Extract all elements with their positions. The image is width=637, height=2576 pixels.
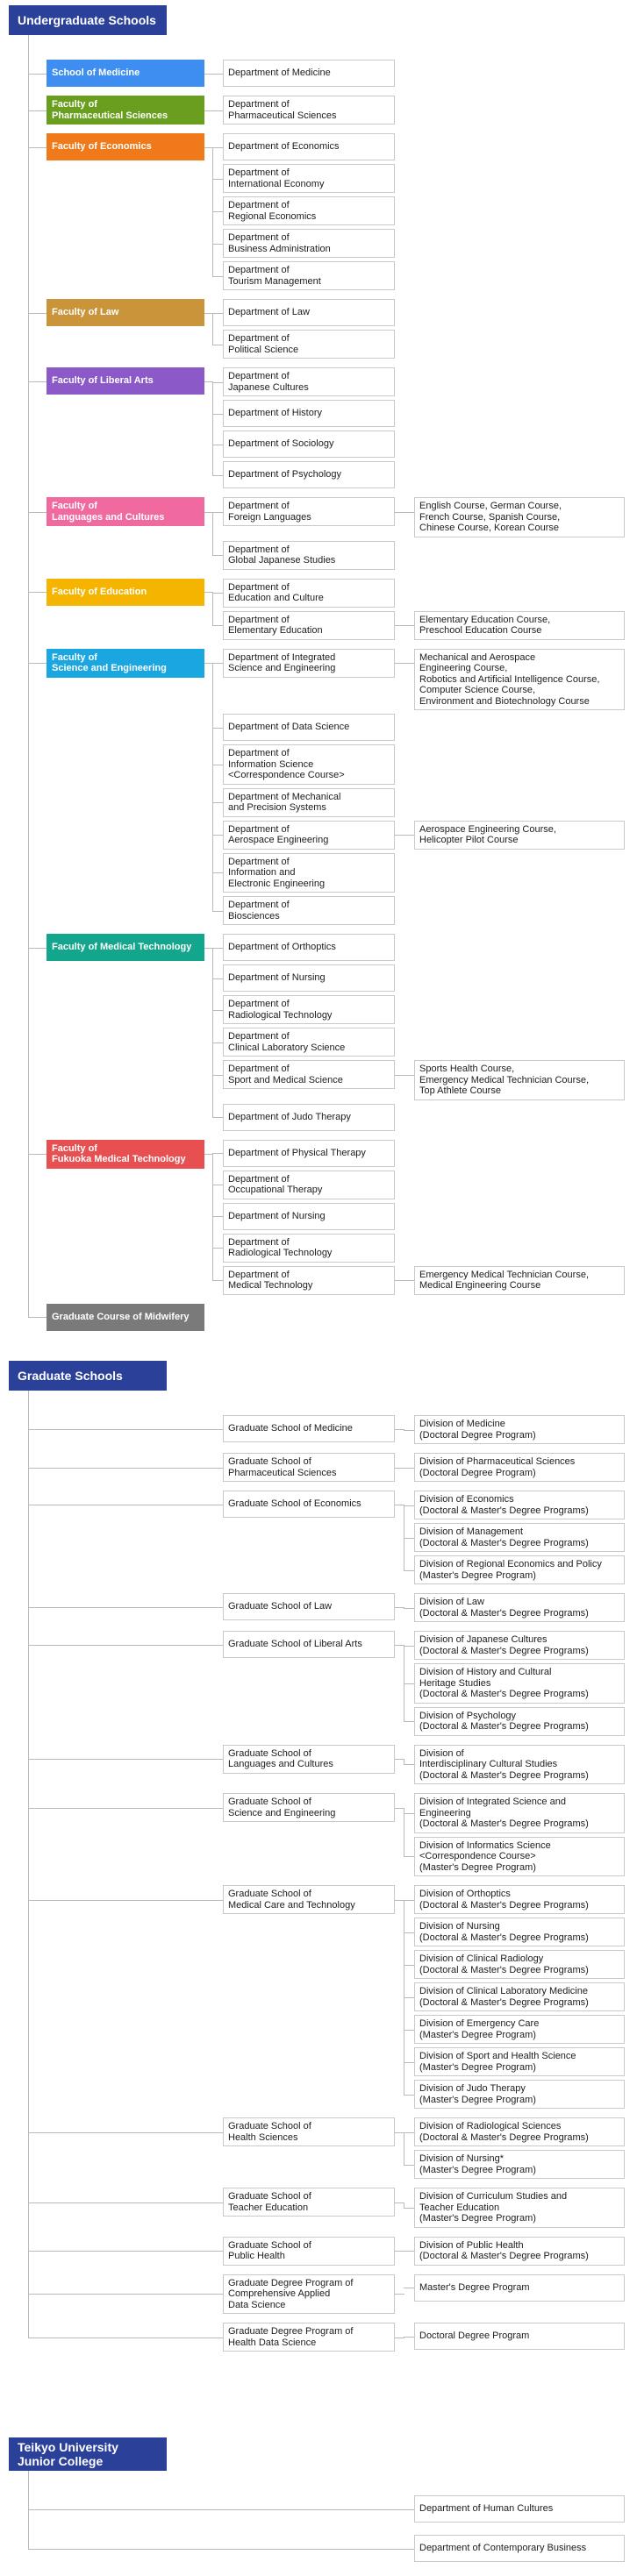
division-box: Master's Degree Program	[414, 2274, 625, 2302]
connector-line	[212, 313, 223, 314]
course-box: Emergency Medical Technician Course, Medical Engineering Course	[414, 1266, 625, 1295]
faculty-box: Faculty of Science and Engineering	[47, 649, 204, 678]
connector-line	[212, 1154, 213, 1280]
department-box: Department of Foreign Languages	[223, 497, 395, 526]
department-box: Department of Medical Technology	[223, 1266, 395, 1295]
graduate-school-box: Graduate School of Languages and Cultures	[223, 1745, 395, 1774]
connector-line	[404, 2251, 414, 2252]
faculty-box: Faculty of Languages and Cultures	[47, 497, 204, 526]
division-box: Division of Orthoptics (Doctoral & Master's Degree Programs)	[414, 1885, 625, 1914]
connector-line	[28, 592, 47, 593]
connector-line	[204, 110, 212, 111]
division-box: Division of Regional Economics and Policy (Master's Degree Program)	[414, 1555, 625, 1584]
department-box: Department of Regional Economics	[223, 196, 395, 225]
connector-line	[404, 1646, 414, 1647]
department-box: Department of Global Japanese Studies	[223, 541, 395, 570]
graduate-school-box: Graduate School of Medicine	[223, 1415, 395, 1442]
connector-line	[212, 110, 223, 111]
undergraduate-title: Undergraduate Schools	[9, 5, 167, 35]
graduate-school-box: Graduate School of Teacher Education	[223, 2188, 395, 2217]
department-box: Department of Physical Therapy	[223, 1140, 395, 1167]
connector-line	[212, 1248, 223, 1249]
division-box: Division of Public Health (Doctoral & Master's Degree Programs)	[414, 2237, 625, 2266]
connector-line	[212, 1010, 223, 1011]
connector-line	[212, 911, 223, 912]
connector-line	[212, 147, 223, 148]
connector-line	[28, 313, 47, 314]
connector-line	[28, 512, 47, 513]
graduate-school-box: Graduate School of Health Sciences	[223, 2117, 395, 2146]
department-box: Department of Integrated Science and Engineering	[223, 649, 395, 678]
connector-line	[28, 663, 47, 664]
faculty-box: Faculty of Education	[47, 579, 204, 606]
connector-line	[212, 872, 223, 873]
course-box: Mechanical and Aerospace Engineering Course, Robotics and Artificial Intelligence Course, Computer Science Course, Environment and Biotechnology Course	[414, 649, 625, 711]
graduate-school-box: Graduate School of Public Health	[223, 2237, 395, 2266]
department-box: Department of Japanese Cultures	[223, 367, 395, 396]
department-box: Department of Medicine	[223, 60, 395, 87]
department-box: Department of Judo Therapy	[223, 1104, 395, 1131]
connector-line	[395, 663, 414, 664]
connector-line	[204, 592, 212, 593]
connector-line	[28, 2471, 29, 2549]
division-box: Division of Nursing (Doctoral & Master's Degree Programs)	[414, 1918, 625, 1946]
connector-line	[212, 179, 223, 180]
graduate-school-box: Graduate School of Economics	[223, 1491, 395, 1518]
connector-line	[28, 1468, 223, 1469]
course-box: Sports Health Course, Emergency Medical Technician Course, Top Athlete Course	[414, 1060, 625, 1100]
connector-line	[395, 1468, 404, 1469]
connector-line	[28, 2294, 223, 2295]
department-box: Department of Nursing	[223, 964, 395, 992]
connector-line	[404, 1683, 414, 1684]
connector-line	[212, 1117, 223, 1118]
division-box: Division of Clinical Radiology (Doctoral & Master's Degree Programs)	[414, 1950, 625, 1979]
connector-line	[204, 74, 212, 75]
connector-line	[212, 382, 223, 383]
department-box: Department of Mechanical and Precision Systems	[223, 788, 395, 817]
connector-line	[212, 625, 223, 626]
division-box: Division of Informatics Science <Correspondence Course> (Master's Degree Program)	[414, 1837, 625, 1877]
connector-line	[395, 512, 414, 513]
connector-line	[395, 2294, 404, 2295]
connector-line	[28, 1317, 47, 1318]
graduate-school-box: Graduate Degree Program of Health Data Science	[223, 2323, 395, 2352]
graduate-title: Graduate Schools	[9, 1361, 167, 1391]
connector-line	[28, 381, 47, 382]
division-box: Division of Medicine (Doctoral Degree Program)	[414, 1415, 625, 1444]
connector-line	[395, 1645, 404, 1646]
division-box: Division of Integrated Science and Engineering (Doctoral & Master's Degree Programs)	[414, 1793, 625, 1833]
connector-line	[404, 1608, 414, 1609]
connector-line	[28, 2251, 223, 2252]
connector-line	[395, 2251, 404, 2252]
department-box: Department of Sociology	[223, 431, 395, 458]
connector-line	[404, 1430, 414, 1431]
connector-line	[395, 625, 414, 626]
connector-line	[204, 663, 212, 664]
connector-line	[212, 835, 223, 836]
connector-line	[28, 2509, 414, 2510]
department-box: Department of Political Science	[223, 330, 395, 359]
department-box: Department of Information and Electronic Engineering	[223, 853, 395, 893]
connector-line	[395, 1900, 404, 1901]
connector-line	[28, 1759, 223, 1760]
connector-line	[395, 1808, 404, 1809]
connector-line	[395, 1607, 404, 1608]
faculty-box: Faculty of Pharmaceutical Sciences	[47, 96, 204, 125]
connector-line	[404, 1900, 414, 1901]
department-box: Department of Nursing	[223, 1203, 395, 1230]
course-box: Aerospace Engineering Course, Helicopter Pilot Course	[414, 821, 625, 850]
division-box: Division of Emergency Care (Master's Degree Program)	[414, 2015, 625, 2044]
connector-line	[212, 414, 223, 415]
department-box: Department of Data Science	[223, 714, 395, 741]
division-box: Division of Management (Doctoral & Master's Degree Programs)	[414, 1523, 625, 1552]
connector-line	[404, 1468, 414, 1469]
department-box: Department of History	[223, 400, 395, 427]
connector-line	[404, 2165, 414, 2166]
department-box: Department of Biosciences	[223, 896, 395, 925]
connector-line	[404, 1505, 414, 1506]
department-box: Department of Psychology	[223, 461, 395, 488]
department-box: Department of Radiological Technology	[223, 1234, 395, 1263]
connector-line	[28, 74, 47, 75]
connector-line	[28, 948, 47, 949]
division-box: Doctoral Degree Program	[414, 2323, 625, 2350]
connector-line	[404, 2337, 414, 2338]
faculty-box: Faculty of Law	[47, 299, 204, 326]
connector-line	[204, 512, 212, 513]
connector-line	[212, 555, 223, 556]
connector-line	[212, 475, 223, 476]
connector-line	[404, 2208, 414, 2209]
connector-line	[212, 663, 223, 664]
connector-line	[212, 512, 223, 513]
connector-line	[212, 948, 223, 949]
division-box: Division of Psychology (Doctoral & Master's Degree Programs)	[414, 1707, 625, 1736]
connector-line	[395, 835, 414, 836]
faculty-box: Graduate Course of Midwifery	[47, 1304, 204, 1331]
connector-line	[404, 2095, 414, 2096]
department-box: Department of Aerospace Engineering	[223, 821, 395, 850]
connector-line	[212, 1153, 223, 1154]
course-box: English Course, German Course, French Course, Spanish Course, Chinese Course, Korean Course	[414, 497, 625, 537]
graduate-school-box: Graduate School of Science and Engineering	[223, 1793, 395, 1822]
connector-line	[28, 147, 47, 148]
division-box: Division of Judo Therapy (Master's Degree Program)	[414, 2080, 625, 2109]
connector-line	[404, 2132, 414, 2133]
connector-line	[395, 1075, 414, 1076]
connector-line	[212, 211, 223, 212]
division-box: Division of Pharmaceutical Sciences (Doctoral Degree Program)	[414, 1453, 625, 1482]
connector-line	[212, 1280, 223, 1281]
connector-line	[404, 2062, 414, 2063]
connector-line	[204, 948, 212, 949]
division-box: Division of Radiological Sciences (Doctoral & Master's Degree Programs)	[414, 2117, 625, 2146]
department-box: Department of Elementary Education	[223, 611, 395, 640]
connector-line	[212, 978, 223, 979]
connector-line	[395, 1280, 414, 1281]
connector-line	[404, 1813, 414, 1814]
division-box: Division of Nursing* (Master's Degree Program)	[414, 2150, 625, 2179]
faculty-box: Faculty of Economics	[47, 133, 204, 160]
graduate-school-box: Graduate School of Medical Care and Technology	[223, 1885, 395, 1914]
connector-line	[28, 2549, 414, 2550]
division-box: Division of Curriculum Studies and Teacher Education (Master's Degree Program)	[414, 2188, 625, 2228]
faculty-box: Faculty of Liberal Arts	[47, 367, 204, 395]
graduate-school-box: Graduate School of Pharmaceutical Sciences	[223, 1453, 395, 1482]
division-box: Division of Economics (Doctoral & Master's Degree Programs)	[414, 1491, 625, 1519]
division-box: Division of Japanese Cultures (Doctoral & Master's Degree Programs)	[414, 1631, 625, 1660]
department-box: Department of Occupational Therapy	[223, 1171, 395, 1199]
department-box: Department of Clinical Laboratory Science	[223, 1028, 395, 1057]
junior-college-department-box: Department of Contemporary Business	[414, 2535, 625, 2562]
department-box: Department of Information Science <Correspondence Course>	[223, 744, 395, 785]
department-box: Department of International Economy	[223, 164, 395, 193]
connector-line	[404, 1932, 414, 1933]
department-box: Department of Sport and Medical Science	[223, 1060, 395, 1089]
graduate-school-box: Graduate School of Liberal Arts	[223, 1631, 395, 1658]
connector-line	[28, 1607, 223, 1608]
connector-line	[212, 948, 213, 1118]
connector-line	[212, 1216, 223, 1217]
connector-line	[395, 1759, 404, 1760]
connector-line	[395, 2132, 404, 2133]
department-box: Department of Economics	[223, 133, 395, 160]
division-box: Division of Interdisciplinary Cultural Studies (Doctoral & Master's Degree Programs)	[414, 1745, 625, 1785]
connector-line	[28, 110, 47, 111]
connector-line	[204, 381, 212, 382]
course-box: Elementary Education Course, Preschool Education Course	[414, 611, 625, 640]
connector-line	[395, 1429, 404, 1430]
connector-line	[28, 35, 29, 1317]
connector-line	[28, 2202, 223, 2203]
connector-line	[212, 276, 223, 277]
connector-line	[404, 1570, 414, 1571]
connector-line	[204, 1154, 212, 1155]
connector-line	[212, 244, 223, 245]
connector-line	[204, 313, 212, 314]
department-box: Department of Tourism Management	[223, 261, 395, 290]
department-box: Department of Pharmaceutical Sciences	[223, 96, 395, 125]
connector-line	[212, 802, 223, 803]
division-box: Division of Law (Doctoral & Master's Degree Programs)	[414, 1593, 625, 1622]
connector-line	[28, 1808, 223, 1809]
division-box: Division of Clinical Laboratory Medicine (Doctoral & Master's Degree Programs)	[414, 1982, 625, 2011]
connector-line	[28, 1429, 223, 1430]
graduate-school-box: Graduate Degree Program of Comprehensive Applied Data Science	[223, 2274, 395, 2315]
department-box: Department of Education and Culture	[223, 579, 395, 608]
connector-line	[404, 1764, 414, 1765]
connector-line	[212, 313, 213, 345]
connector-line	[212, 592, 213, 625]
department-box: Department of Orthoptics	[223, 934, 395, 961]
connector-line	[212, 381, 213, 475]
connector-line	[212, 593, 223, 594]
junior-college-department-box: Department of Human Cultures	[414, 2495, 625, 2523]
connector-line	[404, 1997, 414, 1998]
connector-line	[404, 1856, 414, 1857]
faculty-box: School of Medicine	[47, 60, 204, 87]
connector-line	[212, 512, 213, 556]
connector-line	[28, 1154, 47, 1155]
department-box: Department of Business Administration	[223, 229, 395, 258]
department-box: Department of Radiological Technology	[223, 995, 395, 1024]
connector-line	[404, 1721, 414, 1722]
faculty-box: Faculty of Fukuoka Medical Technology	[47, 1140, 204, 1169]
connector-line	[404, 1538, 414, 1539]
connector-line	[404, 1965, 414, 1966]
faculty-box: Faculty of Medical Technology	[47, 934, 204, 961]
connector-line	[28, 1645, 223, 1646]
connector-line	[28, 1391, 29, 2338]
connector-line	[28, 2132, 223, 2133]
connector-line	[395, 2202, 404, 2203]
department-box: Department of Law	[223, 299, 395, 326]
division-box: Division of History and Cultural Heritage Studies (Doctoral & Master's Degree Programs)	[414, 1663, 625, 1704]
connector-line	[404, 2030, 414, 2031]
division-box: Division of Sport and Health Science (Master's Degree Program)	[414, 2047, 625, 2076]
connector-line	[212, 728, 223, 729]
connector-line	[204, 147, 212, 148]
connector-line	[212, 1042, 223, 1043]
connector-line	[212, 74, 223, 75]
connector-line	[28, 1900, 223, 1901]
connector-line	[212, 1075, 223, 1076]
graduate-school-box: Graduate School of Law	[223, 1593, 395, 1620]
junior-college-title: Teikyo University Junior College	[9, 2437, 167, 2471]
